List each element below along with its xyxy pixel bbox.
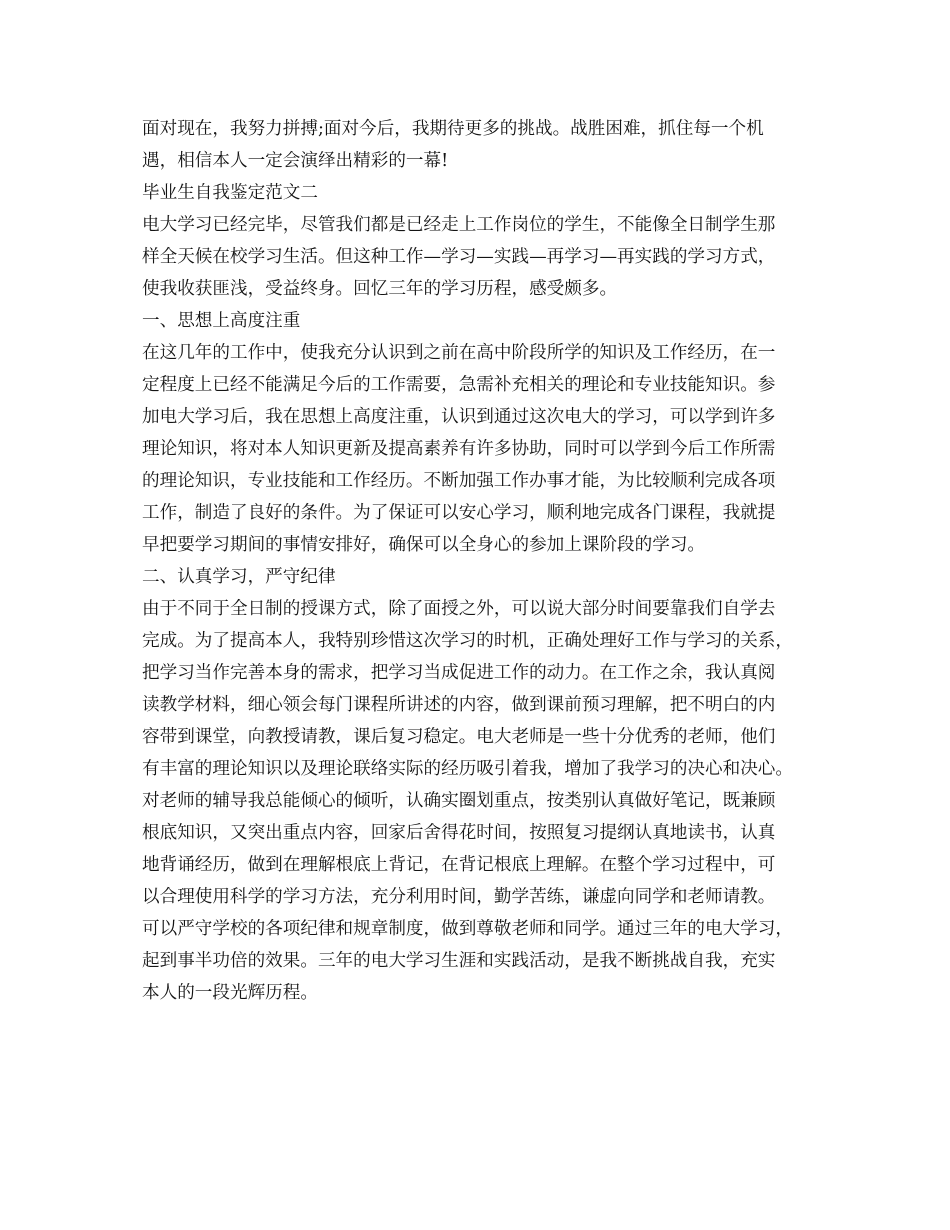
text-line: 根底知识，又突出重点内容，回家后舍得花时间，按照复习提纲认真地读书，认真 — [142, 823, 776, 843]
text-line: 理论知识，将对本人知识更新及提高素养有许多协助，同时可以学到今后工作所需 — [142, 439, 776, 459]
section-heading: 二、认真学习，严守纪律 — [142, 567, 336, 587]
text-line: 使我收获匪浅，受益终身。回忆三年的学习历程，感受颇多。 — [142, 279, 618, 299]
text-line: 在这几年的工作中，使我充分认识到之前在高中阶段所学的知识及工作经历，在一 — [142, 343, 776, 363]
text-line: 工作，制造了良好的条件。为了保证可以安心学习，顺利地完成各门课程，我就提 — [142, 503, 776, 523]
section-heading: 一、思想上高度注重 — [142, 311, 301, 331]
text-line: 完成。为了提高本人，我特别珍惜这次学习的时机，正确处理好工作与学习的关系， — [142, 631, 793, 651]
section-title: 毕业生自我鉴定范文二 — [142, 183, 318, 203]
text-line: 读教学材料，细心领会每门课程所讲述的内容，做到课前预习理解，把不明白的内 — [142, 695, 776, 715]
text-line: 起到事半功倍的效果。三年的电大学习生涯和实践活动，是我不断挑战自我，充实 — [142, 951, 776, 971]
text-line: 对老师的辅导我总能倾心的倾听，认确实圈划重点，按类别认真做好笔记，既兼顾 — [142, 791, 776, 811]
text-line: 加电大学习后，我在思想上高度注重，认识到通过这次电大的学习，可以学到许多 — [142, 407, 776, 427]
text-line: 可以严守学校的各项纪律和规章制度，做到尊敬老师和同学。通过三年的电大学习， — [142, 919, 793, 939]
text-line: 早把要学习期间的事情安排好，确保可以全身心的参加上课阶段的学习。 — [142, 535, 706, 555]
document-body — [142, 113, 832, 1009]
text-line: 的理论知识，专业技能和工作经历。不断加强工作办事才能，为比较顺利完成各项 — [142, 471, 776, 491]
text-line: 电大学习已经完毕，尽管我们都是已经走上工作岗位的学生，不能像全日制学生那 — [142, 215, 776, 235]
text-line: 面对现在，我努力拼搏;面对今后，我期待更多的挑战。战胜困难，抓住每一个机 — [142, 119, 764, 139]
text-line: 把学习当作完善本身的需求，把学习当成促进工作的动力。在工作之余，我认真阅 — [142, 663, 776, 683]
text-line: 有丰富的理论知识以及理论联络实际的经历吸引着我，增加了我学习的决心和决心。 — [142, 759, 793, 779]
text-line: 本人的一段光辉历程。 — [142, 983, 318, 1003]
text-line: 定程度上已经不能满足今后的工作需要，急需补充相关的理论和专业技能知识。参 — [142, 375, 776, 395]
text-line: 由于不同于全日制的授课方式，除了面授之外，可以说大部分时间要靠我们自学去 — [142, 599, 776, 619]
text-line: 容带到课堂，向教授请教，课后复习稳定。电大老师是一些十分优秀的老师，他们 — [142, 727, 776, 747]
text-line: 以合理使用科学的学习方法，充分利用时间，勤学苦练，谦虚向同学和老师请教。 — [142, 887, 776, 907]
text-line: 样全天候在校学习生活。但这种工作—学习—实践—再学习—再实践的学习方式， — [142, 247, 776, 267]
text-line: 遇，相信本人一定会演绎出精彩的一幕! — [142, 151, 449, 171]
text-line: 地背诵经历，做到在理解根底上背记，在背记根底上理解。在整个学习过程中，可 — [142, 855, 776, 875]
